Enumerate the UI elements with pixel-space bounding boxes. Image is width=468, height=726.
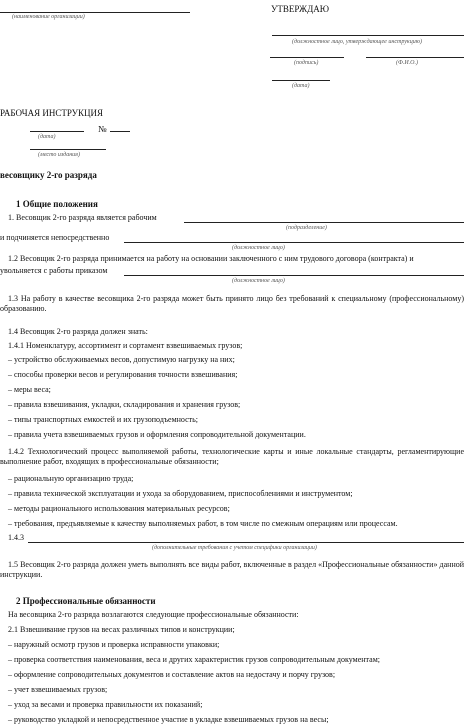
list-item: – руководство укладкой и непосредственное участие в укладке взвешиваемых грузов на весы;	[8, 715, 329, 724]
para-1-1: 1. Весовщик 2-го разряда является рабочим	[8, 213, 157, 222]
doc-place-caption: (место издания)	[38, 152, 80, 158]
para-1-4-3: 1.4.3	[8, 533, 24, 542]
doc-number-line	[110, 131, 130, 132]
list-item: – уход за весами и проверка правильности их показаний;	[8, 700, 203, 709]
list-item: – правила учета взвешиваемых грузов и оформления сопроводительной документации.	[8, 430, 306, 439]
para-1-1-line	[184, 222, 464, 223]
doc-date-caption: (дата)	[38, 134, 56, 140]
para-1-4-3-caption: (дополнительные требования с учетом специфики организации)	[152, 545, 317, 551]
document-title: РАБОЧАЯ ИНСТРУКЦИЯ	[0, 108, 103, 118]
list-item: – способы проверки весов и регулирования точности взвешивания;	[8, 370, 238, 379]
para-1-1b: и подчиняется непосредственно	[0, 233, 110, 242]
signature-caption: (подпись)	[294, 60, 319, 66]
fio-caption: (Ф.И.О.)	[396, 60, 418, 66]
para-2-1: 2.1 Взвешивание грузов на весах различных типов и конструкции;	[8, 625, 235, 634]
document-subtitle: весовщику 2-го разряда	[0, 170, 97, 180]
section1-heading: 1 Общие положения	[16, 199, 98, 209]
approve-heading: УТВЕРЖДАЮ	[271, 4, 330, 14]
signature-line	[270, 57, 344, 58]
approve-date-line	[272, 80, 330, 81]
para-1-2-line	[124, 275, 464, 276]
para-1-3: 1.3 На работу в качестве весовщика 2-го разряда может быть принято лицо без требований к специальному (профессиональному) образованию.	[0, 294, 464, 313]
org-name-caption: (наименование организации)	[12, 14, 85, 20]
para-1-2b: увольняется с работы приказом	[0, 266, 108, 275]
doc-place-line	[30, 149, 106, 150]
list-item: – устройство обслуживаемых весов, допустимую нагрузку на них;	[8, 355, 235, 364]
list-item: – требования, предъявляемые к качеству выполняемых работ, в том числе по смежным операциям или процессам.	[8, 519, 398, 528]
list-item: – учет взвешиваемых грузов;	[8, 685, 108, 694]
approve-date-caption: (дата)	[292, 83, 310, 89]
list-item: – наружный осмотр грузов и проверка исправности упаковки;	[8, 640, 220, 649]
para-1-1b-caption: (должностное лицо)	[232, 245, 285, 251]
para-1-2a: 1.2 Весовщик 2-го разряда принимается на работу на основании заключенного с ним трудового договора (контракта) и	[8, 254, 414, 263]
list-item: – правила технической эксплуатации и ухода за оборудованием, приспособлениями и инструментом;	[8, 489, 353, 498]
para-1-4-1: 1.4.1 Номенклатуру, ассортимент и сортамент взвешиваемых грузов;	[8, 341, 243, 350]
doc-number-label: №	[98, 124, 107, 134]
para-1-1-caption: (подразделение)	[286, 225, 327, 231]
list-item: – типы транспортных емкостей и их грузоподъемность;	[8, 415, 199, 424]
section2-intro: На весовщика 2-го разряда возлагаются следующие профессиональные обязанности:	[8, 610, 299, 619]
approver-position-caption: (должностное лицо, утверждающее инструкцию)	[292, 39, 422, 45]
para-1-4: 1.4 Весовщик 2-го разряда должен знать:	[8, 327, 148, 336]
approver-position-line	[272, 35, 464, 36]
list-item: – рациональную организацию труда;	[8, 474, 134, 483]
list-item: – оформление сопроводительных документов и составление актов на недостачу и порчу грузов;	[8, 670, 336, 679]
list-item: – правила взвешивания, укладки, складирования и хранения грузов;	[8, 400, 241, 409]
para-1-5: 1.5 Весовщик 2-го разряда должен уметь выполнять все виды работ, включенные в раздел «Профессиональные обязанности» данной инструкции.	[0, 560, 464, 579]
list-item: – меры веса;	[8, 385, 51, 394]
para-1-4-3-line	[28, 542, 464, 543]
list-item: – методы рационального использования материальных ресурсов;	[8, 504, 230, 513]
para-1-1b-line	[124, 242, 464, 243]
para-1-2-caption: (должностное лицо)	[232, 278, 285, 284]
para-1-4-2: 1.4.2 Технологический процесс выполняемой работы, технологические карты и иные локальные стандарты, регламентирующие выполнение работ, входящих в профессиональные обязанности;	[0, 447, 464, 466]
fio-line	[366, 57, 464, 58]
doc-date-line	[30, 131, 84, 132]
list-item: – проверка соответствия наименования, веса и других характеристик грузов сопроводительным документам;	[8, 655, 380, 664]
section2-heading: 2 Профессиональные обязанности	[16, 596, 156, 606]
